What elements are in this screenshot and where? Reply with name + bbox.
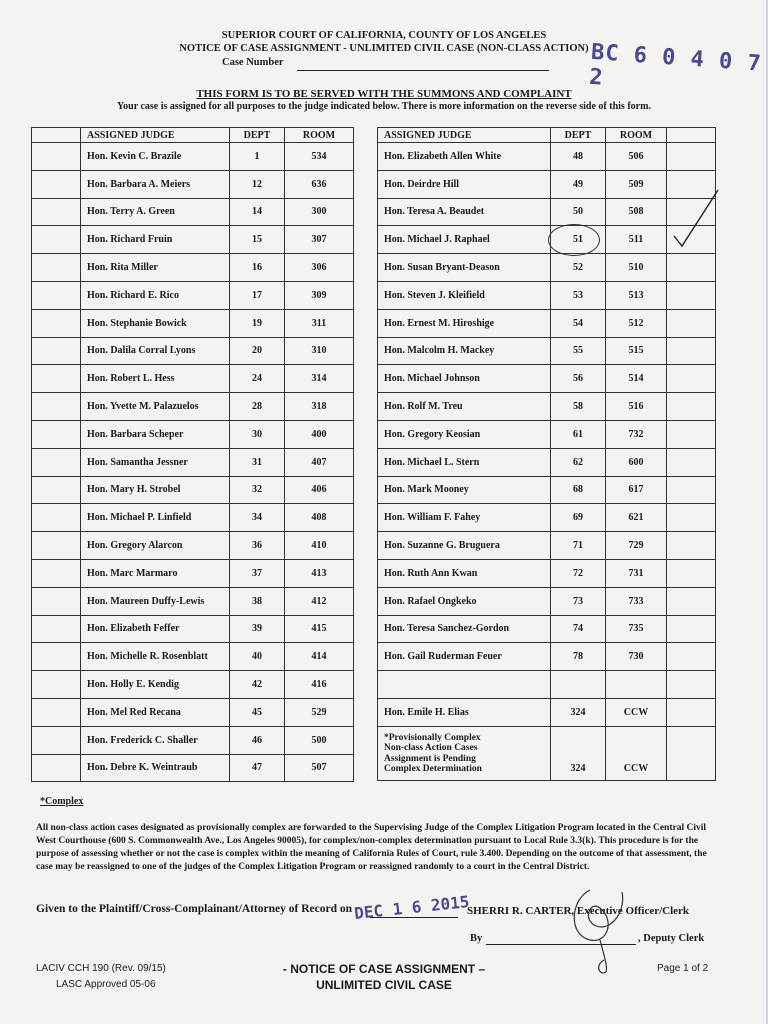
dept-number: 42 bbox=[230, 671, 285, 699]
room-number: 529 bbox=[285, 698, 354, 726]
serve-notice: THIS FORM IS TO BE SERVED WITH THE SUMMONS AND COMPLAINT bbox=[196, 88, 572, 100]
blank-cell bbox=[667, 365, 716, 393]
blank-cell bbox=[667, 309, 716, 337]
room-header: ROOM bbox=[606, 128, 667, 143]
blank-cell bbox=[667, 281, 716, 309]
blank-cell bbox=[32, 504, 81, 532]
room-number: 307 bbox=[285, 226, 354, 254]
dept-number: 61 bbox=[551, 420, 606, 448]
room-number: 309 bbox=[285, 281, 354, 309]
table-row bbox=[378, 476, 716, 504]
complex-heading: *Complex bbox=[40, 796, 84, 807]
table-row bbox=[32, 393, 354, 421]
room-number: 513 bbox=[606, 281, 667, 309]
dept-number: 46 bbox=[230, 726, 285, 754]
dept-number: 19 bbox=[230, 309, 285, 337]
blank-cell bbox=[32, 170, 81, 198]
blank-cell bbox=[32, 587, 81, 615]
table-row bbox=[32, 698, 354, 726]
clerk-name: SHERRI R. CARTER, Executive Officer/Clerk bbox=[467, 905, 690, 917]
table-row bbox=[32, 504, 354, 532]
table-row bbox=[378, 254, 716, 282]
dept-number: 1 bbox=[230, 143, 285, 171]
dept-number: 55 bbox=[551, 337, 606, 365]
judge-name: Hon. Ernest M. Hiroshige bbox=[378, 309, 551, 337]
judge-name: Hon. Rita Miller bbox=[81, 254, 230, 282]
table-row bbox=[378, 365, 716, 393]
judge-name: Hon. Terry A. Green bbox=[81, 198, 230, 226]
judge-name: Hon. Michael P. Linfield bbox=[81, 504, 230, 532]
judge-name: Hon. Frederick C. Shaller bbox=[81, 726, 230, 754]
blank-cell bbox=[32, 309, 81, 337]
room-number: 735 bbox=[606, 615, 667, 643]
blank-cell bbox=[667, 448, 716, 476]
table-row bbox=[32, 254, 354, 282]
dept-number: 17 bbox=[230, 281, 285, 309]
judge-name: Hon. Michael L. Stern bbox=[378, 448, 551, 476]
dept-number: 14 bbox=[230, 198, 285, 226]
judge-name: Hon. Rafael Ongkeko bbox=[378, 587, 551, 615]
room-number: 311 bbox=[285, 309, 354, 337]
footer-title bbox=[0, 961, 768, 993]
blank-cell bbox=[32, 281, 81, 309]
dept-number: 69 bbox=[551, 504, 606, 532]
room-number: 314 bbox=[285, 365, 354, 393]
judge-name: Hon. Yvette M. Palazuelos bbox=[81, 393, 230, 421]
page-number: Page 1 of 2 bbox=[657, 963, 709, 974]
room-number: 733 bbox=[606, 587, 667, 615]
table-row bbox=[378, 448, 716, 476]
judge-name: Hon. Elizabeth Feffer bbox=[81, 615, 230, 643]
date-stamp: DEC 1 6 2015 bbox=[353, 892, 471, 923]
judge-name: Hon. Gregory Keosian bbox=[378, 420, 551, 448]
dept-number: 34 bbox=[230, 504, 285, 532]
complex-row bbox=[378, 726, 716, 781]
intro-text: Your case is assigned for all purposes to the judge indicated below. There is more information on the reverse side of this form. bbox=[117, 101, 651, 112]
blank-cell bbox=[32, 143, 81, 171]
table-row bbox=[378, 698, 716, 726]
room-number: 412 bbox=[285, 587, 354, 615]
blank-cell bbox=[32, 671, 81, 699]
judge-name: Hon. William F. Fahey bbox=[378, 504, 551, 532]
room-number: 508 bbox=[606, 198, 667, 226]
left-judge-table bbox=[31, 127, 354, 782]
judge-name: Hon. Elizabeth Allen White bbox=[378, 143, 551, 171]
room-number: 600 bbox=[606, 448, 667, 476]
blank-cell bbox=[667, 615, 716, 643]
dept-number: 31 bbox=[230, 448, 285, 476]
blank-header bbox=[32, 128, 81, 143]
judge-name: Hon. Rolf M. Treu bbox=[378, 393, 551, 421]
judge-name: Hon. Maureen Duffy-Lewis bbox=[81, 587, 230, 615]
dept-number: 16 bbox=[230, 254, 285, 282]
footer-title-line2: UNLIMITED CIVIL CASE bbox=[316, 978, 452, 992]
table-row bbox=[32, 726, 354, 754]
room-number: 732 bbox=[606, 420, 667, 448]
dept-number: 28 bbox=[230, 393, 285, 421]
blank-cell bbox=[32, 448, 81, 476]
judge-name: Hon. Mark Mooney bbox=[378, 476, 551, 504]
room-number: 507 bbox=[285, 754, 354, 782]
table-row bbox=[32, 615, 354, 643]
blank-cell bbox=[32, 754, 81, 782]
complex-note-line: Complex Determination bbox=[384, 764, 482, 775]
table-row bbox=[378, 615, 716, 643]
room-number: 506 bbox=[606, 143, 667, 171]
judge-name: Hon. Steven J. Kleifield bbox=[378, 281, 551, 309]
dept-number: 74 bbox=[551, 615, 606, 643]
room-number: 534 bbox=[285, 143, 354, 171]
judge-name: Hon. Michael Johnson bbox=[378, 365, 551, 393]
room-number: 729 bbox=[606, 532, 667, 560]
dept-number: 53 bbox=[551, 281, 606, 309]
checkmark-icon bbox=[672, 188, 722, 250]
table-row bbox=[32, 198, 354, 226]
form-id: LACIV CCH 190 (Rev. 09/15) bbox=[36, 963, 166, 974]
blank-cell bbox=[667, 420, 716, 448]
room-number: 617 bbox=[606, 476, 667, 504]
dept-number: 52 bbox=[551, 254, 606, 282]
table-row bbox=[32, 559, 354, 587]
blank-cell bbox=[667, 559, 716, 587]
blank-cell bbox=[667, 254, 716, 282]
blank-cell bbox=[667, 532, 716, 560]
judge-name: Hon. Teresa Sanchez-Gordon bbox=[378, 615, 551, 643]
judge-name: Hon. Gregory Alarcon bbox=[81, 532, 230, 560]
right-judge-table bbox=[377, 127, 716, 781]
court-name: SUPERIOR COURT OF CALIFORNIA, COUNTY OF LOS ANGELES bbox=[221, 30, 547, 41]
blank-cell bbox=[32, 226, 81, 254]
judge-name: Hon. Michelle R. Rosenblatt bbox=[81, 643, 230, 671]
blank-cell bbox=[667, 643, 716, 671]
judge-name: Hon. Holly E. Kendig bbox=[81, 671, 230, 699]
dept-circle-mark bbox=[548, 224, 600, 256]
room-number: 515 bbox=[606, 337, 667, 365]
dept-number: 48 bbox=[551, 143, 606, 171]
table-row bbox=[32, 643, 354, 671]
room-number: 414 bbox=[285, 643, 354, 671]
judge-name: Hon. Robert L. Hess bbox=[81, 365, 230, 393]
dept-number: 37 bbox=[230, 559, 285, 587]
table-row bbox=[32, 476, 354, 504]
case-number-stamp: BC 6 0 4 0 7 2 bbox=[588, 39, 763, 91]
blank-cell bbox=[667, 587, 716, 615]
dept-number: 30 bbox=[230, 420, 285, 448]
blank-cell bbox=[32, 198, 81, 226]
footer-title-line1: - NOTICE OF CASE ASSIGNMENT – bbox=[282, 962, 486, 976]
room-number: 310 bbox=[285, 337, 354, 365]
judge-name: Hon. Emile H. Elias bbox=[378, 698, 551, 726]
dept-number bbox=[551, 671, 606, 699]
judge-name: Hon. Barbara Scheper bbox=[81, 420, 230, 448]
table-row bbox=[378, 143, 716, 171]
judge-name: Hon. Mel Red Recana bbox=[81, 698, 230, 726]
dept-number: 36 bbox=[230, 532, 285, 560]
blank-cell bbox=[667, 726, 716, 781]
dept-number: 62 bbox=[551, 448, 606, 476]
blank-cell bbox=[667, 143, 716, 171]
table-row bbox=[32, 532, 354, 560]
table-row bbox=[32, 587, 354, 615]
judge-name: Hon. Malcolm H. Mackey bbox=[378, 337, 551, 365]
blank-cell bbox=[667, 504, 716, 532]
dept-number: 47 bbox=[230, 754, 285, 782]
blank-cell bbox=[667, 337, 716, 365]
blank-cell bbox=[32, 420, 81, 448]
complex-note-line: Non-class Action Cases bbox=[384, 743, 478, 754]
blank-header bbox=[667, 128, 716, 143]
blank-cell bbox=[32, 615, 81, 643]
judge-name: Hon. Suzanne G. Bruguera bbox=[378, 532, 551, 560]
table-row bbox=[378, 309, 716, 337]
room-number: 407 bbox=[285, 448, 354, 476]
dept-number: 20 bbox=[230, 337, 285, 365]
blank-cell bbox=[667, 698, 716, 726]
table-row bbox=[32, 170, 354, 198]
judge-name: Hon. Richard Fruin bbox=[81, 226, 230, 254]
table-row bbox=[378, 198, 716, 226]
room-number: 408 bbox=[285, 504, 354, 532]
table-row bbox=[378, 281, 716, 309]
complex-note-line: Assignment is Pending bbox=[384, 753, 476, 764]
table-row bbox=[378, 643, 716, 671]
blank-cell bbox=[32, 726, 81, 754]
judge-header: ASSIGNED JUDGE bbox=[81, 128, 230, 143]
room-number: 413 bbox=[285, 559, 354, 587]
room-number bbox=[606, 671, 667, 699]
dept-number: 50 bbox=[551, 198, 606, 226]
dept-number: 54 bbox=[551, 309, 606, 337]
blank-cell bbox=[667, 476, 716, 504]
room-number: CCW bbox=[606, 698, 667, 726]
room-number: 516 bbox=[606, 393, 667, 421]
judge-header: ASSIGNED JUDGE bbox=[378, 128, 551, 143]
blank-cell bbox=[32, 254, 81, 282]
table-row bbox=[378, 532, 716, 560]
blank-cell bbox=[32, 643, 81, 671]
dept-header: DEPT bbox=[551, 128, 606, 143]
room-number: 621 bbox=[606, 504, 667, 532]
table-row bbox=[378, 559, 716, 587]
table-row bbox=[32, 337, 354, 365]
room-number: 512 bbox=[606, 309, 667, 337]
dept-number: 324 bbox=[551, 726, 606, 781]
judge-name: Hon. Susan Bryant-Deason bbox=[378, 254, 551, 282]
room-number: 400 bbox=[285, 420, 354, 448]
dept-number: 71 bbox=[551, 532, 606, 560]
judge-name bbox=[378, 671, 551, 699]
room-number: 636 bbox=[285, 170, 354, 198]
judge-name: Hon. Michael J. Raphael bbox=[378, 226, 551, 254]
room-number: 306 bbox=[285, 254, 354, 282]
judge-name: Hon. Marc Marmaro bbox=[81, 559, 230, 587]
room-number: 510 bbox=[606, 254, 667, 282]
table-row bbox=[32, 671, 354, 699]
table-row bbox=[378, 393, 716, 421]
room-header: ROOM bbox=[285, 128, 354, 143]
room-number: 500 bbox=[285, 726, 354, 754]
table-row bbox=[378, 504, 716, 532]
blank-cell bbox=[667, 671, 716, 699]
table-row bbox=[378, 671, 716, 699]
dept-number: 72 bbox=[551, 559, 606, 587]
table-row bbox=[378, 587, 716, 615]
case-number-label: Case Number bbox=[222, 57, 284, 68]
case-number-line bbox=[297, 70, 549, 71]
notice-title: NOTICE OF CASE ASSIGNMENT - UNLIMITED CIVIL CASE (NON-CLASS ACTION) bbox=[179, 43, 589, 54]
blank-cell bbox=[667, 393, 716, 421]
by-label: By bbox=[470, 933, 483, 944]
dept-number: 39 bbox=[230, 615, 285, 643]
table-row bbox=[378, 170, 716, 198]
judge-name: Hon. Samantha Jessner bbox=[81, 448, 230, 476]
blank-cell bbox=[32, 365, 81, 393]
judge-name: Hon. Dalila Corral Lyons bbox=[81, 337, 230, 365]
judge-name: Hon. Richard E. Rico bbox=[81, 281, 230, 309]
judge-name: Hon. Teresa A. Beaudet bbox=[378, 198, 551, 226]
complex-note-line: *Provisionally Complex bbox=[384, 732, 481, 743]
judge-name: Hon. Mary H. Strobel bbox=[81, 476, 230, 504]
dept-header: DEPT bbox=[230, 128, 285, 143]
room-number: 730 bbox=[606, 643, 667, 671]
blank-cell bbox=[32, 476, 81, 504]
dept-number: 49 bbox=[551, 170, 606, 198]
judge-name: Hon. Ruth Ann Kwan bbox=[378, 559, 551, 587]
table-row bbox=[378, 420, 716, 448]
dept-number: 45 bbox=[230, 698, 285, 726]
blank-cell bbox=[32, 698, 81, 726]
room-number: 416 bbox=[285, 671, 354, 699]
table-row bbox=[378, 226, 716, 254]
table-row bbox=[32, 754, 354, 782]
table-row bbox=[32, 226, 354, 254]
table-row bbox=[32, 281, 354, 309]
dept-number: 51 bbox=[551, 226, 606, 254]
room-number: 410 bbox=[285, 532, 354, 560]
blank-cell bbox=[32, 559, 81, 587]
given-to-label: Given to the Plaintiff/Cross-Complainant/Attorney of Record on bbox=[36, 903, 353, 915]
room-number: 300 bbox=[285, 198, 354, 226]
dept-number: 15 bbox=[230, 226, 285, 254]
blank-cell bbox=[32, 393, 81, 421]
dept-number: 38 bbox=[230, 587, 285, 615]
dept-number: 56 bbox=[551, 365, 606, 393]
dept-number: 32 bbox=[230, 476, 285, 504]
dept-number: 78 bbox=[551, 643, 606, 671]
judge-name: Hon. Kevin C. Brazile bbox=[81, 143, 230, 171]
table-row bbox=[32, 365, 354, 393]
room-number: 406 bbox=[285, 476, 354, 504]
table-row bbox=[378, 337, 716, 365]
complex-paragraph: All non-class action cases designated as provisionally complex are forwarded to the Supervising Judge of the Complex Litigation Program located in the Central Civil West Courthouse (600 S. Commonwealth Ave., Los Angeles 90005), for complex/non-complex determination pursuant to Local Rule 3.3(k). This procedure is for the purpose of assessing whether or not the case is complex within the meaning of California Rules of Court, rule 3.400. Depending on the outcome of that assessment, the case may be reassigned to one of the judges of the Complex Litigation Program or reassigned randomly to a court in the Central District. bbox=[36, 823, 707, 872]
judge-name: Hon. Barbara A. Meiers bbox=[81, 170, 230, 198]
dept-number: 24 bbox=[230, 365, 285, 393]
table-row bbox=[32, 448, 354, 476]
room-number: 731 bbox=[606, 559, 667, 587]
judge-name: Hon. Debre K. Weintraub bbox=[81, 754, 230, 782]
dept-number: 58 bbox=[551, 393, 606, 421]
blank-cell bbox=[32, 532, 81, 560]
room-number: 514 bbox=[606, 365, 667, 393]
room-number: 511 bbox=[606, 226, 667, 254]
room-number: 415 bbox=[285, 615, 354, 643]
judge-name: Hon. Gail Ruderman Feuer bbox=[378, 643, 551, 671]
dept-number: 40 bbox=[230, 643, 285, 671]
complex-note bbox=[378, 726, 551, 781]
blank-cell bbox=[32, 337, 81, 365]
table-row bbox=[32, 420, 354, 448]
form-approved: LASC Approved 05-06 bbox=[56, 979, 156, 990]
room-number: CCW bbox=[606, 726, 667, 781]
judge-name: Hon. Deirdre Hill bbox=[378, 170, 551, 198]
table-row bbox=[32, 309, 354, 337]
table-row bbox=[32, 143, 354, 171]
deputy-clerk-label: , Deputy Clerk bbox=[638, 933, 705, 944]
room-number: 318 bbox=[285, 393, 354, 421]
room-number: 509 bbox=[606, 170, 667, 198]
dept-number: 68 bbox=[551, 476, 606, 504]
judge-name: Hon. Stephanie Bowick bbox=[81, 309, 230, 337]
dept-number: 12 bbox=[230, 170, 285, 198]
dept-number: 73 bbox=[551, 587, 606, 615]
dept-number: 324 bbox=[551, 698, 606, 726]
